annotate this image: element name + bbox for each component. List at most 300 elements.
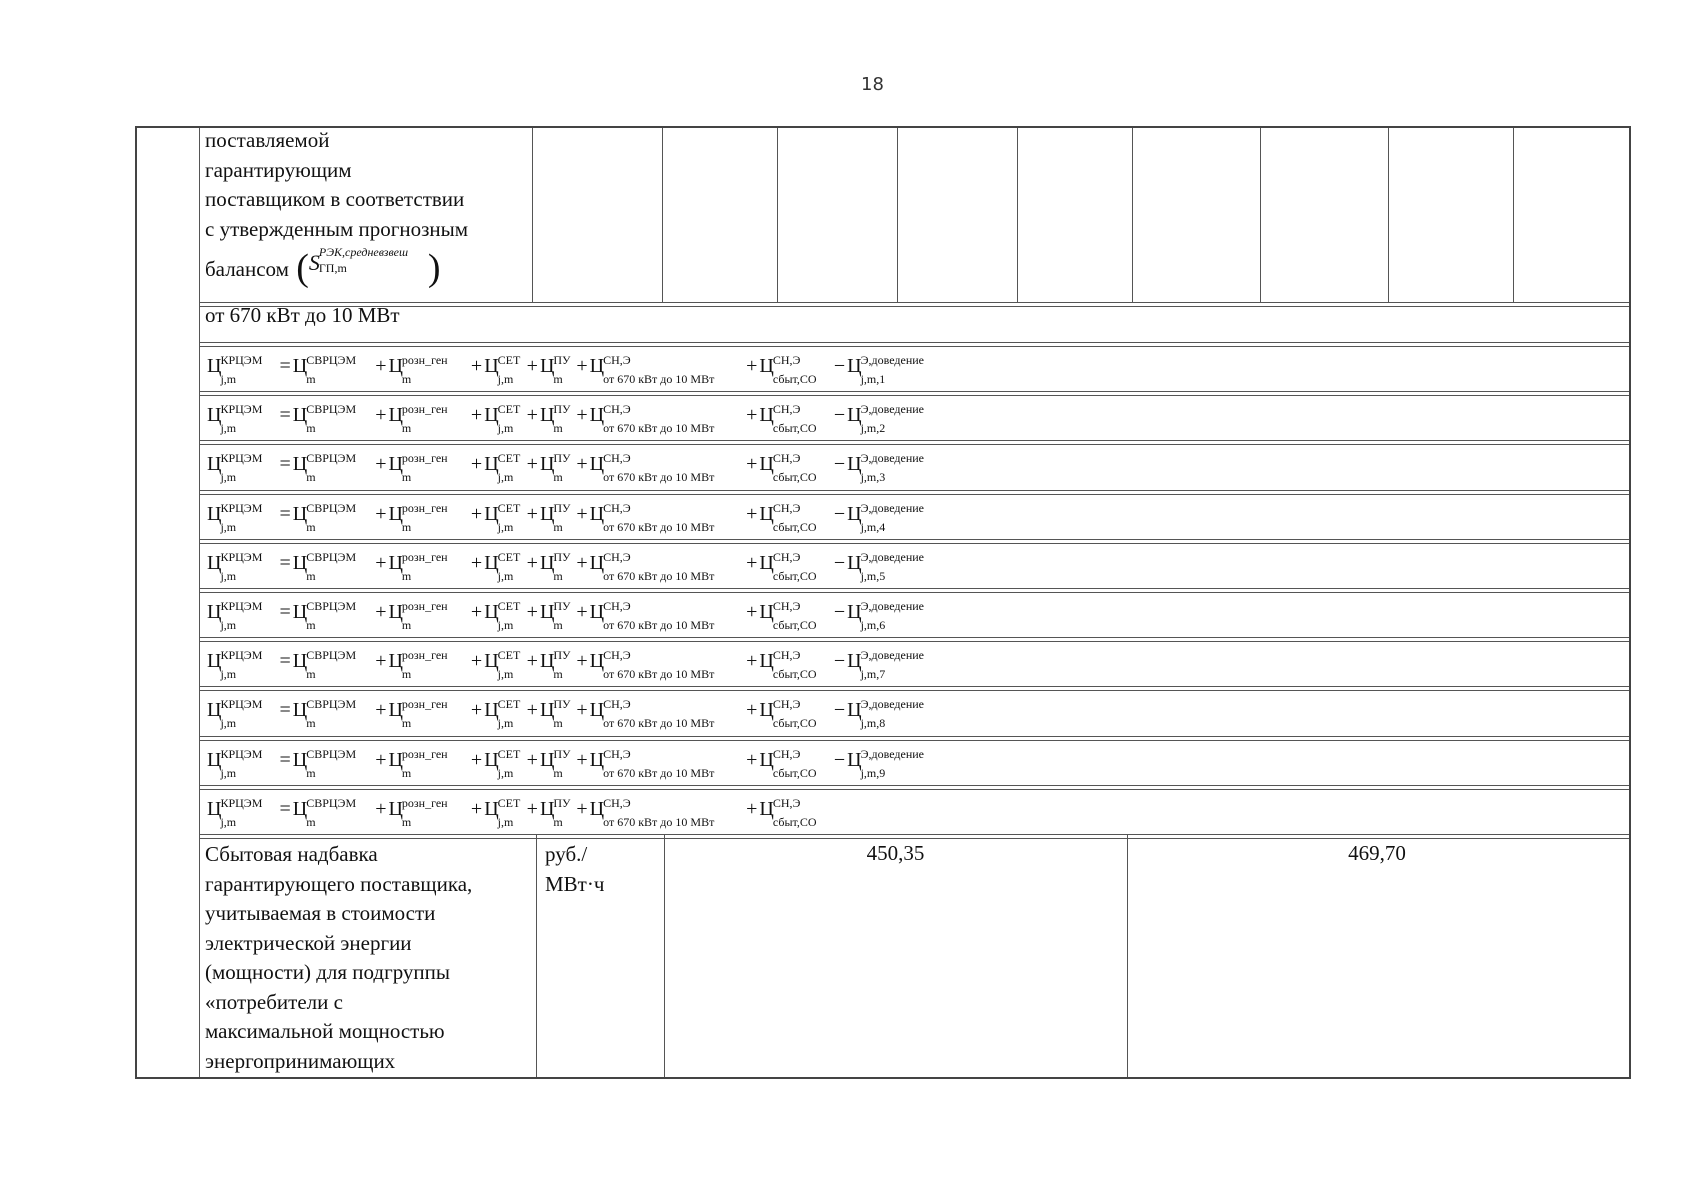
plus-sign: + <box>470 502 483 525</box>
term-pu <box>539 648 571 682</box>
base-symbol: Ц <box>484 699 499 722</box>
term-sbyt <box>759 697 817 731</box>
equals-sign: = <box>279 699 291 722</box>
superscript: Э,доведение <box>860 500 924 515</box>
group-header: от 670 кВт до 10 МВт <box>205 303 400 327</box>
superscript: ПУ <box>553 599 571 613</box>
description-line: Сбытовая надбавка <box>205 842 378 866</box>
plus-sign: + <box>746 453 758 476</box>
description-line: учитываемая в стоимости <box>205 901 436 925</box>
base-symbol: Ц <box>388 797 403 820</box>
base-symbol: Ц <box>388 699 403 722</box>
subscript: m <box>306 519 316 534</box>
plus-sign: + <box>375 699 387 722</box>
subscript: сбыт,СО <box>772 716 817 731</box>
subscript: сбыт,СО <box>772 470 817 485</box>
base-symbol: Ц <box>207 355 222 377</box>
description-line: максимальной мощностью <box>205 1019 445 1043</box>
base-symbol: Ц <box>388 551 403 574</box>
base-symbol: Ц <box>539 650 555 673</box>
superscript: розн_ген <box>401 599 448 613</box>
superscript: СН,Э <box>603 795 631 810</box>
description-line: поставляемой <box>205 128 330 152</box>
equals-sign: = <box>279 551 291 574</box>
term-sbyt <box>759 599 817 632</box>
base-symbol: Ц <box>539 404 555 427</box>
base-symbol: Ц <box>292 748 308 771</box>
subscript: m <box>553 618 563 632</box>
base-symbol: Ц <box>207 453 222 476</box>
base-symbol: Ц <box>589 551 605 574</box>
formula-lhs <box>207 648 263 682</box>
superscript: СН,Э <box>772 648 801 663</box>
subscript: m <box>306 568 316 583</box>
term-svrcem <box>292 648 357 682</box>
subscript: j,m <box>220 814 237 829</box>
subscript: от 670 кВт до 10 МВт <box>603 568 715 583</box>
base-symbol: Ц <box>539 551 555 574</box>
plus-sign: + <box>470 453 483 476</box>
superscript: СН,Э <box>772 451 801 466</box>
plus-sign: + <box>526 650 538 673</box>
subscript: j,m <box>220 519 237 534</box>
subscript: сбыт,СО <box>772 519 817 534</box>
row-divider <box>199 785 1629 790</box>
row-divider <box>199 490 1629 495</box>
term-dovedenie <box>847 746 924 780</box>
base-symbol: Ц <box>589 748 605 771</box>
minus-sign: − <box>833 502 846 525</box>
term-pu <box>539 451 571 485</box>
term-dovedenie <box>847 402 924 436</box>
superscript: ПУ <box>553 402 571 417</box>
column-divider <box>1260 128 1261 303</box>
superscript: КРЦЭМ <box>220 500 263 515</box>
column-divider <box>897 128 898 303</box>
plus-sign: + <box>470 748 483 771</box>
plus-sign: + <box>526 551 538 574</box>
subscript: j,m <box>497 814 514 829</box>
base-symbol: Ц <box>388 601 403 623</box>
formula-lhs <box>207 500 263 534</box>
term-sbyt <box>759 549 817 583</box>
term-svrcem <box>292 451 357 485</box>
term-dovedenie <box>847 500 924 534</box>
symbol-subscript: ГП,m <box>318 261 347 275</box>
subscript: от 670 кВт до 10 МВт <box>603 421 715 436</box>
subscript: j,m <box>497 765 514 780</box>
superscript: СН,Э <box>603 746 631 761</box>
term-dovedenie <box>847 549 924 583</box>
minus-sign: − <box>833 355 846 377</box>
superscript: Э,доведение <box>860 648 924 663</box>
base-symbol: Ц <box>759 453 774 476</box>
term-svrcem <box>292 500 357 534</box>
equals-sign: = <box>279 404 291 427</box>
plus-sign: + <box>470 650 483 673</box>
superscript: КРЦЭМ <box>220 451 263 466</box>
subscript: m <box>553 568 563 583</box>
subscript: m <box>401 519 412 534</box>
plus-sign: + <box>746 601 758 623</box>
superscript: Э,доведение <box>860 549 924 564</box>
term-set <box>484 697 521 731</box>
base-symbol: Ц <box>539 355 555 377</box>
superscript: СН,Э <box>772 697 801 712</box>
superscript: розн_ген <box>401 451 448 466</box>
plus-sign: + <box>576 601 588 623</box>
base-symbol: Ц <box>539 699 555 722</box>
term-pu <box>539 549 571 583</box>
term-svrcem <box>292 746 357 780</box>
superscript: розн_ген <box>401 648 448 663</box>
term-svrcem <box>292 697 357 731</box>
subscript: m <box>401 667 412 682</box>
subscript: от 670 кВт до 10 МВт <box>603 716 715 731</box>
term-sn-670 <box>589 549 715 583</box>
superscript: СВРЦЭМ <box>306 795 357 810</box>
description-line: балансом <box>205 257 289 281</box>
minus-sign: − <box>833 404 846 427</box>
term-rozn-gen <box>388 451 448 485</box>
description-line: энергопринимающих <box>205 1048 396 1073</box>
plus-sign: + <box>375 601 387 623</box>
term-pu <box>539 697 571 731</box>
base-symbol: Ц <box>847 601 862 623</box>
base-symbol: Ц <box>484 601 499 623</box>
superscript: СЕТ <box>497 500 521 515</box>
subscript: j,m <box>497 667 514 682</box>
formula-lhs <box>207 549 263 583</box>
superscript: СЕТ <box>497 697 521 712</box>
subscript: m <box>401 470 412 485</box>
superscript: КРЦЭМ <box>220 648 263 663</box>
base-symbol: Ц <box>207 601 222 623</box>
term-set <box>484 795 521 829</box>
column-divider <box>1127 835 1128 1077</box>
subscript: j,m,3 <box>860 470 886 485</box>
plus-sign: + <box>576 699 588 722</box>
base-symbol: Ц <box>207 404 222 427</box>
term-svrcem <box>292 795 357 829</box>
subscript: m <box>306 421 316 436</box>
subscript: j,m <box>497 470 514 485</box>
base-symbol: Ц <box>539 502 555 525</box>
term-rozn-gen <box>388 599 448 632</box>
equals-sign: = <box>279 797 291 820</box>
base-symbol: Ц <box>589 699 605 722</box>
term-svrcem <box>292 353 357 386</box>
term-sbyt <box>759 648 817 682</box>
base-symbol: Ц <box>759 551 774 574</box>
base-symbol: Ц <box>292 404 308 427</box>
superscript: розн_ген <box>401 697 448 712</box>
term-sn-670 <box>589 402 715 436</box>
subscript: m <box>401 618 412 632</box>
subscript: j,m <box>220 765 237 780</box>
superscript: СЕТ <box>497 402 521 417</box>
formula-lhs <box>207 795 263 829</box>
base-symbol: Ц <box>484 650 499 673</box>
subscript: j,m,2 <box>860 421 886 436</box>
plus-sign: + <box>526 404 538 427</box>
plus-sign: + <box>746 551 758 574</box>
description-line: гарантирующим <box>205 157 352 182</box>
column-divider <box>664 835 665 1077</box>
term-rozn-gen <box>388 500 448 534</box>
superscript: СВРЦЭМ <box>306 746 357 761</box>
superscript: СВРЦЭМ <box>306 648 357 663</box>
term-sbyt <box>759 451 817 485</box>
superscript: СЕТ <box>497 599 521 613</box>
plus-sign: + <box>526 502 538 525</box>
term-set <box>484 746 521 780</box>
subscript: j,m <box>220 618 237 632</box>
base-symbol: Ц <box>292 551 308 574</box>
term-svrcem <box>292 599 357 632</box>
markup-value-1: 450,35 <box>866 841 925 865</box>
term-set <box>484 402 521 436</box>
equals-sign: = <box>279 650 291 673</box>
row-divider <box>199 834 1629 839</box>
plus-sign: + <box>576 355 588 377</box>
markup-value-2: 469,70 <box>1348 841 1406 865</box>
plus-sign: + <box>470 797 483 820</box>
base-symbol: Ц <box>484 748 499 771</box>
subscript: j,m <box>220 568 237 583</box>
term-pu <box>539 500 571 534</box>
plus-sign: + <box>375 797 387 820</box>
term-pu <box>539 795 571 829</box>
superscript: КРЦЭМ <box>220 402 263 417</box>
base-symbol: Ц <box>589 502 605 525</box>
term-dovedenie <box>847 648 924 682</box>
superscript: ПУ <box>553 451 571 466</box>
plus-sign: + <box>375 650 387 673</box>
superscript: СН,Э <box>772 795 801 810</box>
close-paren: ) <box>427 247 441 289</box>
superscript: ПУ <box>553 648 571 663</box>
plus-sign: + <box>526 601 538 623</box>
plus-sign: + <box>746 404 758 427</box>
subscript: m <box>553 421 563 436</box>
term-dovedenie <box>847 697 924 731</box>
term-rozn-gen <box>388 353 448 386</box>
equals-sign: = <box>279 601 291 623</box>
subscript: j,m,8 <box>860 716 886 731</box>
base-symbol: Ц <box>539 748 555 771</box>
minus-sign: − <box>833 748 846 771</box>
column-divider <box>662 128 663 303</box>
superscript: СЕТ <box>497 795 521 810</box>
minus-sign: − <box>833 601 846 623</box>
base-symbol: Ц <box>484 355 499 377</box>
minus-sign: − <box>833 551 846 574</box>
term-rozn-gen <box>388 549 448 583</box>
base-symbol: Ц <box>484 502 499 525</box>
superscript: СЕТ <box>497 353 521 367</box>
subscript: j,m <box>220 470 237 485</box>
plus-sign: + <box>746 699 758 722</box>
row-divider <box>199 686 1629 691</box>
superscript: КРЦЭМ <box>220 353 263 367</box>
subscript: j,m <box>220 716 237 731</box>
equals-sign: = <box>279 748 291 771</box>
base-symbol: Ц <box>207 797 222 820</box>
superscript: розн_ген <box>401 746 448 761</box>
subscript: m <box>553 470 563 485</box>
base-symbol: Ц <box>207 699 222 722</box>
subscript: сбыт,СО <box>772 372 817 386</box>
plus-sign: + <box>746 502 758 525</box>
base-symbol: Ц <box>388 502 403 525</box>
subscript: j,m,7 <box>860 667 886 682</box>
plus-sign: + <box>746 650 758 673</box>
superscript: СВРЦЭМ <box>306 549 357 564</box>
superscript: розн_ген <box>401 549 448 564</box>
formula-lhs <box>207 451 263 485</box>
term-rozn-gen <box>388 746 448 780</box>
base-symbol: Ц <box>292 502 308 525</box>
row-divider <box>199 391 1629 396</box>
column-divider <box>536 835 537 1077</box>
subscript: от 670 кВт до 10 МВт <box>603 667 715 682</box>
description-line: электрической энергии <box>205 930 412 955</box>
term-rozn-gen <box>388 402 448 436</box>
equals-sign: = <box>279 502 291 525</box>
formula-lhs <box>207 697 263 731</box>
subscript: сбыт,СО <box>772 667 817 682</box>
superscript: СН,Э <box>772 353 801 367</box>
description-line: гарантирующего поставщика, <box>205 871 473 896</box>
term-sn-670 <box>589 648 715 682</box>
base-symbol: Ц <box>388 404 403 427</box>
subscript: m <box>306 618 316 632</box>
unit-cell <box>545 840 604 899</box>
superscript: СН,Э <box>772 599 801 613</box>
plus-sign: + <box>526 748 538 771</box>
unit-line: руб./ <box>545 842 588 866</box>
term-sn-670 <box>589 746 715 780</box>
base-symbol: Ц <box>847 551 862 574</box>
page-number: 18 <box>861 74 884 95</box>
superscript: КРЦЭМ <box>220 599 263 613</box>
subscript: j,m,6 <box>860 618 886 632</box>
base-symbol: Ц <box>539 453 555 476</box>
row-divider <box>199 440 1629 445</box>
minus-sign: − <box>833 650 846 673</box>
minus-sign: − <box>833 699 846 722</box>
minus-sign: − <box>833 453 846 476</box>
plus-sign: + <box>375 502 387 525</box>
superscript: КРЦЭМ <box>220 795 263 810</box>
term-pu <box>539 746 571 780</box>
superscript: розн_ген <box>401 795 448 810</box>
subscript: сбыт,СО <box>772 765 817 780</box>
term-pu <box>539 353 571 386</box>
term-sn-670 <box>589 795 715 829</box>
subscript: j,m,1 <box>860 372 886 386</box>
superscript: СН,Э <box>772 549 801 564</box>
superscript: Э,доведение <box>860 353 924 367</box>
symbol-superscript: РЭК,средневзвеш <box>318 245 409 259</box>
column-divider <box>1388 128 1389 303</box>
base-symbol: Ц <box>292 601 308 623</box>
subscript: m <box>553 765 563 780</box>
subscript: m <box>553 667 563 682</box>
subscript: m <box>553 372 563 386</box>
superscript: СН,Э <box>603 500 631 515</box>
row-divider <box>199 736 1629 741</box>
column-divider <box>1513 128 1514 303</box>
plus-sign: + <box>746 748 758 771</box>
base-symbol: Ц <box>759 404 774 427</box>
superscript: ПУ <box>553 697 571 712</box>
balance-line <box>205 245 530 289</box>
subscript: сбыт,СО <box>772 568 817 583</box>
plus-sign: + <box>470 355 483 377</box>
superscript: СВРЦЭМ <box>306 451 357 466</box>
subscript: j,m,9 <box>860 765 886 780</box>
base-symbol: Ц <box>484 797 499 820</box>
superscript: Э,доведение <box>860 451 924 466</box>
subscript: от 670 кВт до 10 МВт <box>603 372 715 386</box>
superscript: СЕТ <box>497 549 521 564</box>
superscript: ПУ <box>553 353 571 367</box>
subscript: m <box>553 814 563 829</box>
base-symbol: Ц <box>388 453 403 476</box>
plus-sign: + <box>526 797 538 820</box>
description-line: «потребители с <box>205 989 343 1014</box>
superscript: СН,Э <box>772 402 801 417</box>
base-symbol: Ц <box>207 502 222 525</box>
subscript: j,m <box>497 568 514 583</box>
term-sbyt <box>759 353 817 386</box>
term-rozn-gen <box>388 795 448 829</box>
description-line: (мощности) для подгруппы <box>205 960 451 984</box>
top-row-description <box>205 126 530 289</box>
superscript: КРЦЭМ <box>220 746 263 761</box>
subscript: m <box>401 814 412 829</box>
tariff-table <box>135 126 1631 1079</box>
base-symbol: Ц <box>759 748 774 771</box>
base-symbol: Ц <box>759 502 774 525</box>
row-divider <box>199 342 1629 347</box>
base-symbol: Ц <box>292 650 308 673</box>
subscript: m <box>401 568 412 583</box>
term-sn-670 <box>589 697 715 731</box>
term-svrcem <box>292 402 357 436</box>
base-symbol: Ц <box>589 453 605 476</box>
superscript: ПУ <box>553 746 571 761</box>
base-symbol: Ц <box>759 650 774 673</box>
plus-sign: + <box>576 748 588 771</box>
equals-sign: = <box>279 355 291 377</box>
superscript: СВРЦЭМ <box>306 402 357 417</box>
superscript: ПУ <box>553 795 571 810</box>
plus-sign: + <box>576 650 588 673</box>
base-symbol: Ц <box>292 453 308 476</box>
superscript: СВРЦЭМ <box>306 353 357 367</box>
subscript: m <box>306 716 316 731</box>
subscript: m <box>401 765 412 780</box>
superscript: СН,Э <box>603 648 631 663</box>
plus-sign: + <box>746 797 758 820</box>
subscript: сбыт,СО <box>772 421 817 436</box>
formula-lhs <box>207 353 263 386</box>
base-symbol: Ц <box>589 355 605 377</box>
term-dovedenie <box>847 599 924 632</box>
